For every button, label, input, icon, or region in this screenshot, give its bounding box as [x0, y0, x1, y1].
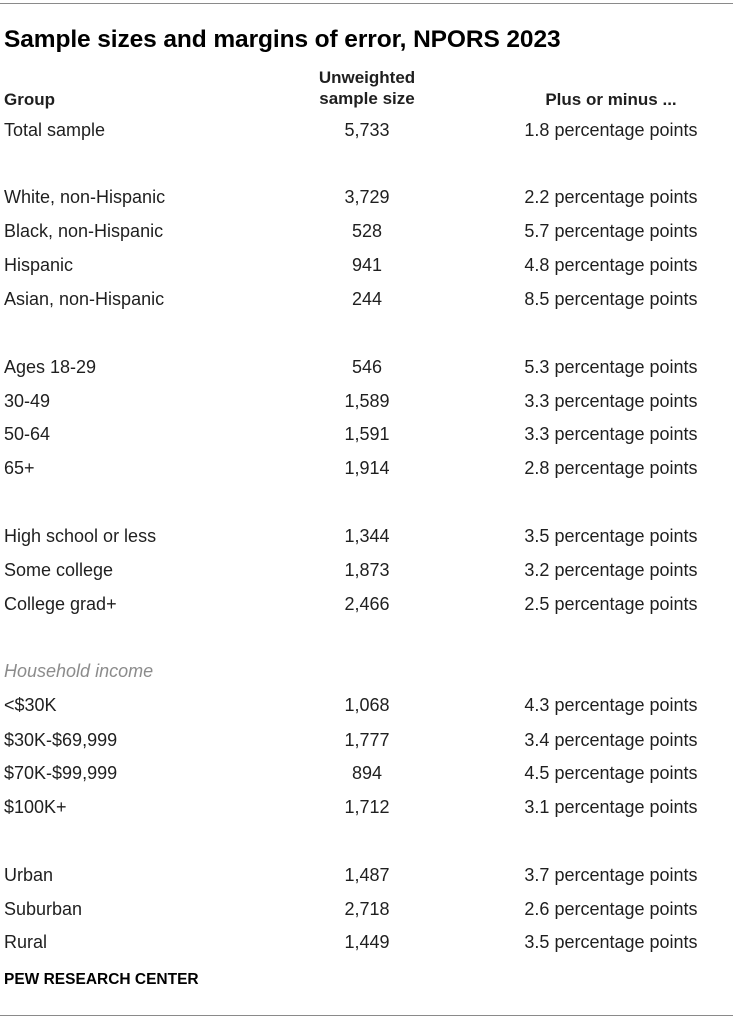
- header-sample-size: [287, 67, 447, 109]
- row-group: 65+: [4, 458, 35, 478]
- row-margin: 4.5 percentage points: [524, 763, 698, 783]
- row-margin: 4.8 percentage points: [524, 255, 698, 275]
- row-margin: 2.2 percentage points: [524, 187, 698, 207]
- row-group: 50-64: [4, 424, 51, 444]
- row-sample-size: 2,718: [344, 899, 390, 919]
- row-margin: 3.3 percentage points: [524, 391, 698, 411]
- row-group: Some college: [4, 560, 114, 580]
- bottom-rule: [0, 1015, 733, 1016]
- row-sample-size: 2,466: [344, 594, 390, 614]
- row-group: Asian, non-Hispanic: [4, 289, 165, 309]
- row-sample-size: 5,733: [344, 120, 390, 140]
- row-group: College grad+: [4, 594, 117, 614]
- row-margin: 1.8 percentage points: [524, 120, 698, 140]
- row-sample-size: 528: [351, 221, 383, 241]
- row-margin: 3.1 percentage points: [524, 797, 698, 817]
- row-sample-size: 1,873: [344, 560, 390, 580]
- row-group: $100K+: [4, 797, 67, 817]
- row-group: Ages 18-29: [4, 357, 97, 377]
- row-group: Suburban: [4, 899, 83, 919]
- section-label-household-income: Household income: [4, 661, 154, 681]
- row-margin: 3.5 percentage points: [524, 526, 698, 546]
- row-margin: 4.3 percentage points: [524, 695, 698, 715]
- row-group: <$30K: [4, 695, 57, 715]
- row-sample-size: 1,487: [344, 865, 390, 885]
- row-margin: 2.8 percentage points: [524, 458, 698, 478]
- row-margin: 5.7 percentage points: [524, 221, 698, 241]
- row-group: Total sample: [4, 120, 106, 140]
- header-group: Group: [4, 90, 55, 109]
- header-sample-size-line2: sample size: [319, 89, 415, 108]
- row-sample-size: 1,712: [344, 797, 390, 817]
- header-sample-size-line1: Unweighted: [318, 68, 416, 87]
- row-group: Urban: [4, 865, 54, 885]
- row-margin: 8.5 percentage points: [524, 289, 698, 309]
- source-label: PEW RESEARCH CENTER: [4, 971, 199, 988]
- row-sample-size: 941: [351, 255, 383, 275]
- row-sample-size: 244: [351, 289, 383, 309]
- row-group: 30-49: [4, 391, 51, 411]
- row-margin: 2.6 percentage points: [524, 899, 698, 919]
- row-group: High school or less: [4, 526, 157, 546]
- table-title: Sample sizes and margins of error, NPORS 2023: [4, 26, 561, 53]
- row-group: $30K-$69,999: [4, 730, 118, 750]
- row-group: Rural: [4, 932, 48, 952]
- row-group: Hispanic: [4, 255, 74, 275]
- row-margin: 3.4 percentage points: [524, 730, 698, 750]
- row-sample-size: 1,591: [344, 424, 390, 444]
- row-group: $70K-$99,999: [4, 763, 118, 783]
- row-sample-size: 894: [351, 763, 383, 783]
- row-margin: 2.5 percentage points: [524, 594, 698, 614]
- header-margin: Plus or minus ...: [545, 90, 677, 109]
- row-sample-size: 1,068: [344, 695, 390, 715]
- row-margin: 3.2 percentage points: [524, 560, 698, 580]
- row-sample-size: 1,344: [344, 526, 390, 546]
- row-sample-size: 3,729: [344, 187, 390, 207]
- row-sample-size: 1,777: [344, 730, 390, 750]
- row-group: White, non-Hispanic: [4, 187, 166, 207]
- row-margin: 3.7 percentage points: [524, 865, 698, 885]
- row-margin: 3.5 percentage points: [524, 932, 698, 952]
- row-sample-size: 546: [351, 357, 383, 377]
- row-sample-size: 1,589: [344, 391, 390, 411]
- row-margin: 3.3 percentage points: [524, 424, 698, 444]
- row-sample-size: 1,449: [344, 932, 390, 952]
- top-rule: [0, 3, 733, 4]
- row-sample-size: 1,914: [344, 458, 390, 478]
- row-margin: 5.3 percentage points: [524, 357, 698, 377]
- row-group: Black, non-Hispanic: [4, 221, 164, 241]
